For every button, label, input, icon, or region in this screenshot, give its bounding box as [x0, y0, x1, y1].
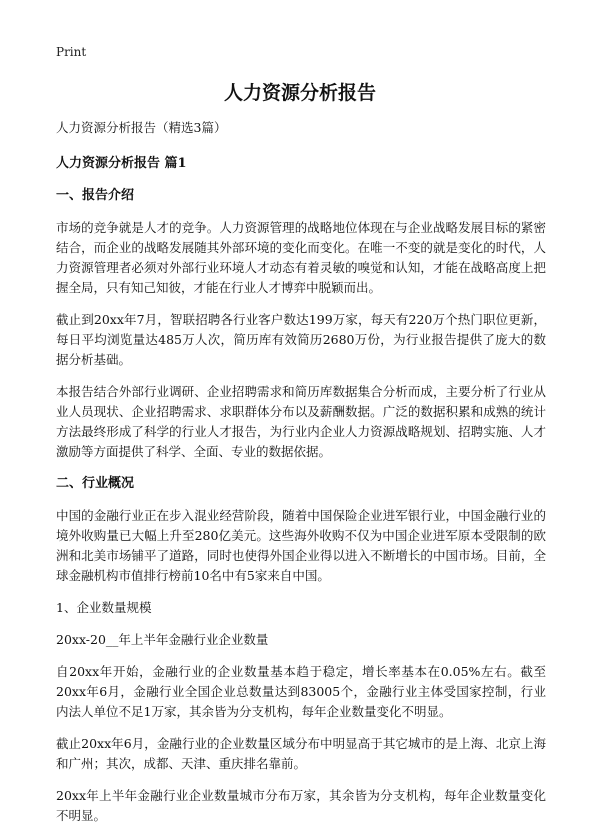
document-body	[56, 118, 546, 838]
page-title: 人力资源分析报告	[223, 82, 376, 104]
paragraph: 20xx年上半年金融行业企业数量城市分布万家，其余皆为分支机构，每年企业数量变化不明显。	[56, 788, 546, 823]
section-heading-intro: 一、报告介绍	[56, 188, 135, 203]
paragraph: 本报告结合外部行业调研、企业招聘需求和简历库数据集合分析而成，主要分析了行业从业人员现状、企业招聘需求、求职群体分布以及薪酬数据。广泛的数据积累和成熟的统计方法最终形成了科学的行业人才报告，为行业内企业人力资源战略规划、招聘实施、人才激励等方面提供了科学、全面、专业的数据依据。	[56, 384, 546, 459]
paragraph: 截止到20xx年7月，智联招聘各行业客户数达199万家，每天有220万个热门职位更新，每日平均浏览量达485万人次，简历库有效简历2680万份，为行业报告提供了庞大的数据分析基础。	[56, 312, 546, 367]
document-subtitle: 人力资源分析报告（精选3篇）	[56, 120, 227, 135]
paragraph: 市场的竞争就是人才的竞争。人力资源管理的战略地位体现在与企业战略发展目标的紧密结合，而企业的战略发展随其外部环境的变化而变化。在唯一不变的就是变化的时代，人力资源管理者必须对外部行业环境人才动态有着灵敏的嗅觉和认知，才能在战略高度上把握全局，只有知己知彼，才能在行业人才博弈中脱颖而出。	[56, 220, 546, 295]
paragraph: 截止20xx年6月，金融行业的企业数量区域分布中明显高于其它城市的是上海、北京上海和广州；其次，成都、天津、重庆排名靠前。	[56, 736, 546, 771]
subsection-caption: 20xx-20__年上半年金融行业企业数量	[56, 632, 269, 647]
part-heading: 人力资源分析报告 篇1	[56, 156, 187, 171]
subsection-heading: 1、企业数量规模	[56, 600, 152, 615]
print-link[interactable]: Print	[56, 45, 87, 59]
paragraph: 中国的金融行业正在步入混业经营阶段，随着中国保险企业进军银行业，中国金融行业的境外收购量已大幅上升至280亿美元。这些海外收购不仅为中国企业进军原本受限制的欧洲和北美市场铺平了道路，同时也使得外国企业得以进入不断增长的中国市场。目前，全球金融机构市值排行榜前10名中有5家来自中国。	[56, 508, 546, 583]
paragraph: 自20xx年开始，金融行业的企业数量基本趋于稳定，增长率基本在0.05%左右。截至20xx年6月，金融行业全国企业总数量达到83005个，金融行业主体受国家控制，行业内法人单位不足1万家，其余皆为分支机构，每年企业数量变化不明显。	[56, 664, 546, 719]
section-heading-overview: 二、行业概况	[56, 476, 135, 491]
